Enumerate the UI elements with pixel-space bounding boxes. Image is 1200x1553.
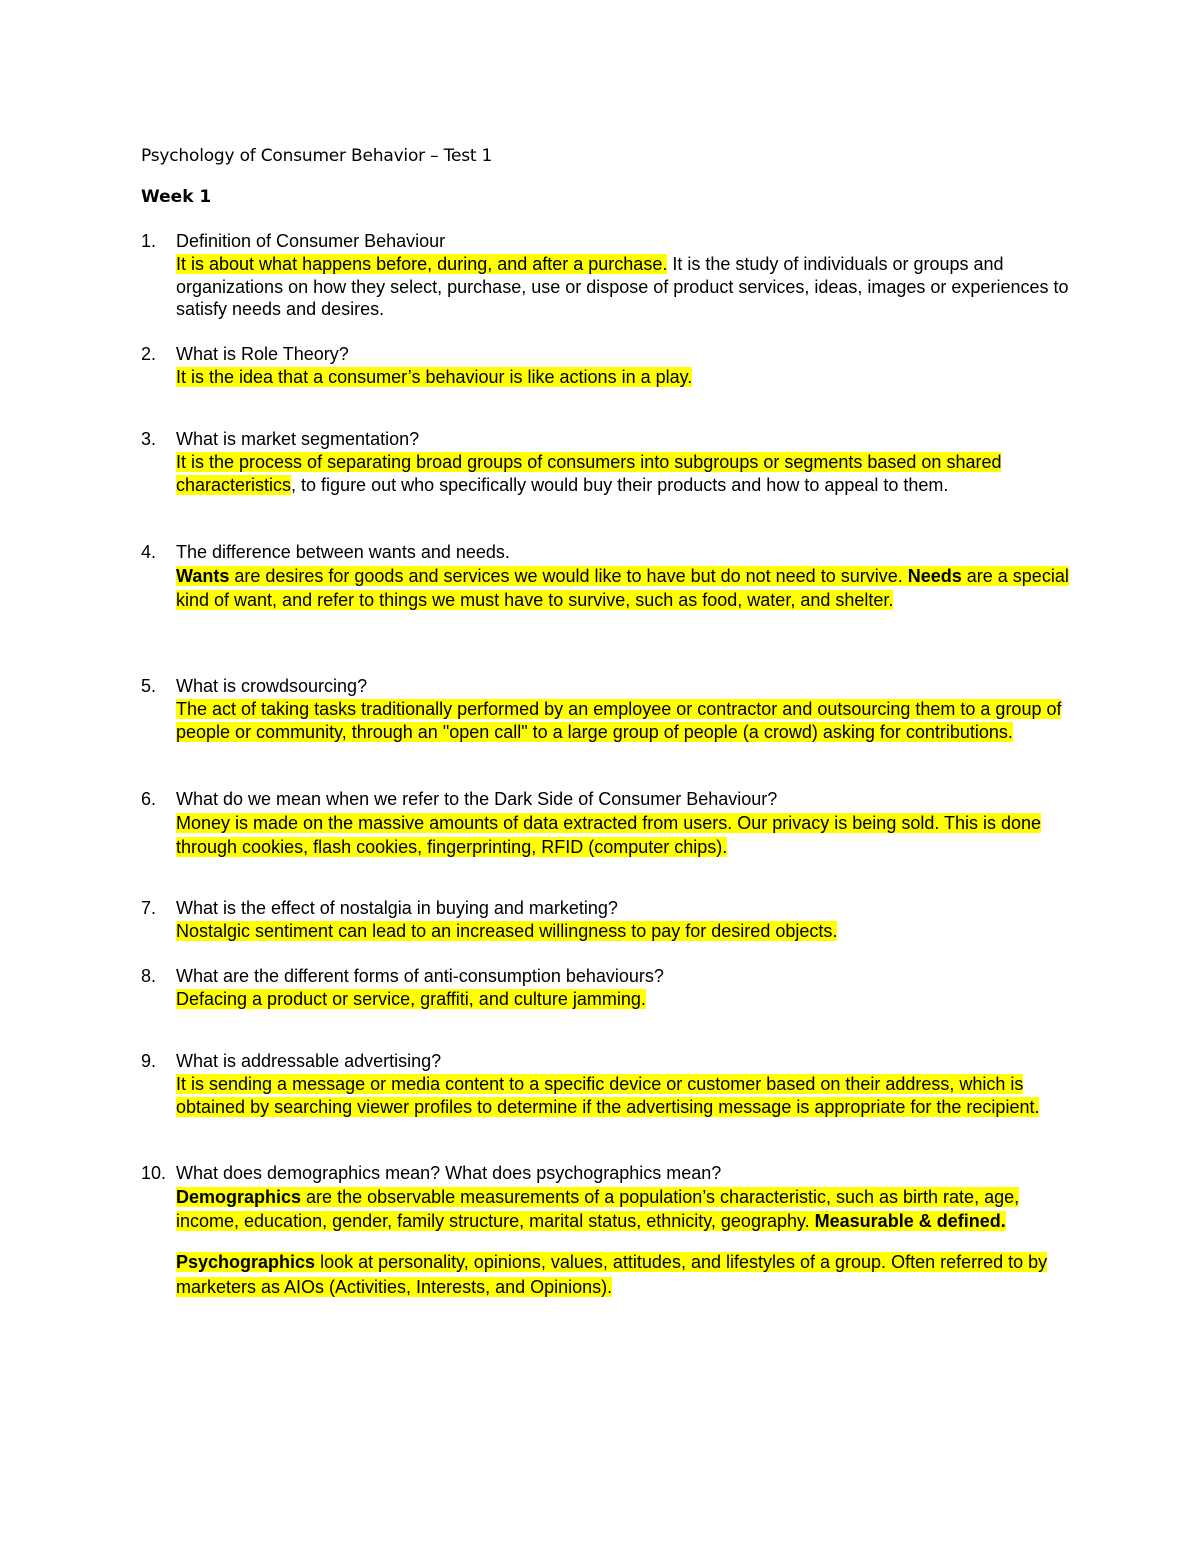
- answer-segment: are desires for goods and services we would like to have but do not need to survive.: [229, 565, 908, 586]
- answer-highlight: It is the process of separating broad groups of consumers into subgroups or segments based on shared characteristics: [176, 451, 1002, 495]
- question-text: What is the effect of nostalgia in buying and marketing?: [176, 898, 618, 918]
- answer-highlight: [176, 1187, 1019, 1232]
- item-body: [176, 1162, 1071, 1299]
- answer-paragraph: [176, 1185, 1071, 1234]
- document-title: Psychology of Consumer Behavior – Test 1: [141, 146, 493, 166]
- answer-text: [176, 1185, 1071, 1299]
- answer-text: [176, 564, 1071, 613]
- answer-paragraph: [176, 1250, 1071, 1299]
- item-number: 2.: [141, 344, 157, 364]
- item-number: 5.: [141, 676, 157, 696]
- answer-text: [176, 253, 1071, 321]
- question-text: The difference between wants and needs.: [176, 542, 510, 562]
- answer-highlight: [176, 566, 1069, 611]
- question-text: What is addressable advertising?: [176, 1051, 442, 1071]
- answer-highlight: It is the idea that a consumer’s behaviour is like actions in a play.: [176, 366, 693, 387]
- answer-highlight: It is about what happens before, during, and after a purchase.: [176, 253, 668, 274]
- item-number: 4.: [141, 542, 157, 562]
- answer-text: [176, 698, 1071, 744]
- answer-segment: look at personality, opinions, values, attitudes, and lifestyles of a group. Often referred to by marketers as AIOs (Activities, Interests, and Opinions).: [176, 1251, 1048, 1297]
- term-measurable: Measurable & defined.: [814, 1211, 1006, 1232]
- answer-highlight: [176, 1252, 1047, 1297]
- question-text: What does demographics mean? What does psychographics mean?: [176, 1163, 722, 1183]
- question-text: What is Role Theory?: [176, 344, 349, 364]
- item-number: 10.: [141, 1163, 167, 1183]
- item-number: 1.: [141, 231, 157, 251]
- item-body: [176, 343, 1071, 389]
- answer-highlight: Defacing a product or service, graffiti, and culture jamming.: [176, 988, 646, 1009]
- item-body: [176, 788, 1071, 860]
- item-body: [176, 541, 1071, 613]
- answer-plain: It is the study of individuals or groups and organizations on how they select, purchase, use or dispose of product services, ideas, images or experiences to satisfy needs and desires.: [176, 253, 1069, 320]
- answer-plain: , to figure out who specifically would buy their products and how to appeal to them.: [291, 474, 949, 495]
- answer-highlight: It is sending a message or media content to a specific device or customer based on their address, which is obtained by searching viewer profiles to determine if the advertising message is appropriate for the recipient.: [176, 1073, 1040, 1117]
- answer-segment: are the observable measurements of a population’s characteristic, such as birth rate, age, income, education, gender, family structure, marital status, ethnicity, geography.: [176, 1186, 1020, 1232]
- item-body: [176, 428, 1071, 496]
- answer-highlight: Nostalgic sentiment can lead to an increased willingness to pay for desired objects.: [176, 920, 838, 941]
- week-heading: Week 1: [141, 187, 212, 207]
- item-number: 3.: [141, 429, 157, 449]
- answer-text: [176, 811, 1071, 860]
- question-text: What is crowdsourcing?: [176, 676, 368, 696]
- answer-text: [176, 451, 1071, 497]
- question-text: What is market segmentation?: [176, 429, 420, 449]
- term-demographics: Demographics: [176, 1186, 302, 1207]
- item-body: [176, 675, 1071, 743]
- item-body: [176, 1050, 1071, 1118]
- answer-highlight: Money is made on the massive amounts of data extracted from users. Our privacy is being sold. This is done through cookies, flash cookies, fingerprinting, RFID (computer chips).: [176, 812, 1042, 858]
- question-text: What are the different forms of anti-consumption behaviours?: [176, 966, 664, 986]
- answer-segment: are a special kind of want, and refer to things we must have to survive, such as food, water, and shelter.: [176, 565, 1069, 611]
- item-number: 8.: [141, 966, 157, 986]
- item-number: 6.: [141, 789, 157, 809]
- item-body: [176, 897, 1071, 943]
- question-text: Definition of Consumer Behaviour: [176, 231, 446, 251]
- item-body: [176, 230, 1071, 321]
- item-number: 7.: [141, 898, 157, 918]
- item-body: [176, 965, 1071, 1011]
- answer-text: [176, 988, 1071, 1011]
- term-psychographics: Psychographics: [176, 1251, 316, 1272]
- question-text: What do we mean when we refer to the Dark Side of Consumer Behaviour?: [176, 789, 778, 809]
- item-number: 9.: [141, 1051, 157, 1071]
- answer-text: [176, 920, 1071, 943]
- term-wants: Wants: [176, 565, 230, 586]
- answer-text: [176, 366, 1071, 389]
- term-needs: Needs: [907, 565, 962, 586]
- answer-text: [176, 1073, 1071, 1119]
- answer-highlight: The act of taking tasks traditionally performed by an employee or contractor and outsourcing them to a group of people or community, through an "open call" to a large group of people (a crowd) asking for contributions.: [176, 698, 1062, 742]
